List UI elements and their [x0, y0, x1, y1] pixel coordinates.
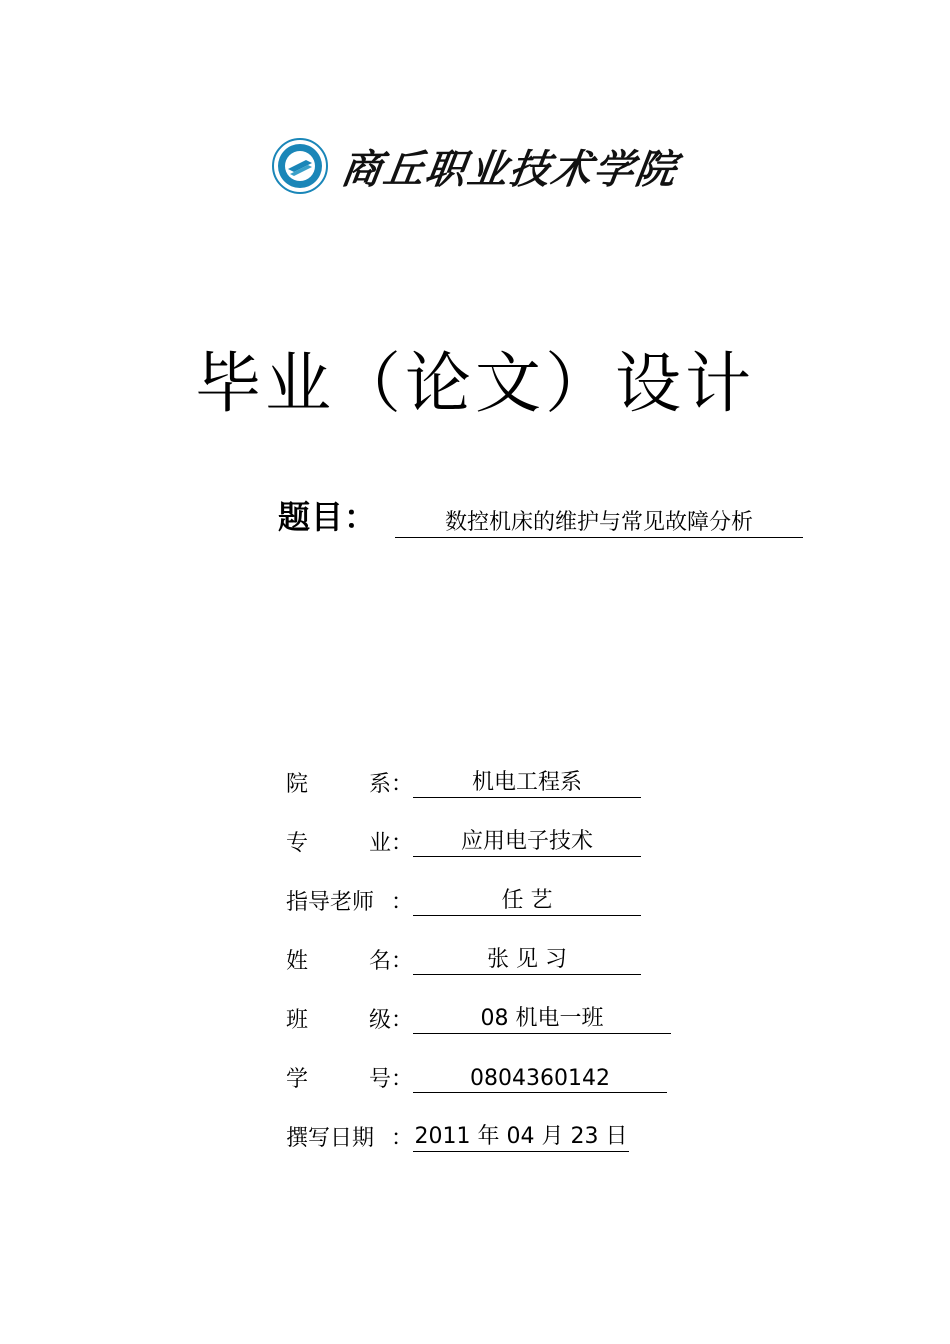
field-value: 张 见 习 [413, 942, 641, 975]
field-label [286, 1121, 413, 1152]
field-row-department [286, 768, 641, 798]
field-value: 机电工程系 [413, 765, 641, 798]
school-name: 商丘职业技术学院 [338, 145, 681, 193]
field-row-major [286, 827, 641, 857]
field-label [286, 885, 413, 916]
field-label-part: 姓 [286, 949, 309, 974]
field-value: 08 机电一班 [413, 1001, 671, 1034]
field-row-class [286, 1004, 671, 1034]
field-label-part: 院 [286, 772, 309, 797]
field-label-part: ： [390, 1126, 413, 1151]
school-emblem-icon [272, 138, 328, 194]
field-label-part: 名： [368, 949, 413, 974]
field-value: 2011 年 04 月 23 日 [413, 1119, 629, 1152]
field-label-part: 学 [286, 1067, 309, 1092]
field-value: 0804360142 [413, 1066, 667, 1093]
field-value: 任 艺 [413, 883, 641, 916]
field-row-advisor [286, 886, 641, 916]
field-label-part: 号： [368, 1067, 413, 1092]
field-row-date [286, 1122, 629, 1152]
field-row-name [286, 945, 641, 975]
field-label [286, 1003, 413, 1034]
field-label-part: 级： [368, 1008, 413, 1033]
field-label-part: 班 [286, 1008, 309, 1033]
field-value: 应用电子技术 [413, 824, 641, 857]
field-label-part: 系： [368, 772, 413, 797]
field-label-part: 撰写日期 [286, 1126, 375, 1151]
school-header [272, 136, 712, 196]
field-label [286, 826, 413, 857]
field-label [286, 767, 413, 798]
field-label [286, 944, 413, 975]
field-label [286, 1062, 413, 1093]
page-title: 毕业（论文）设计 [195, 345, 755, 422]
field-label-part: 专 [286, 831, 309, 856]
field-row-student-id [286, 1063, 667, 1093]
topic-label: 题目： [278, 498, 378, 536]
field-label-part: 指导老师 [286, 890, 375, 915]
field-label-part: ： [390, 890, 413, 915]
field-label-part: 业： [368, 831, 413, 856]
topic-value: 数控机床的维护与常见故障分析 [395, 505, 803, 538]
topic-row [278, 498, 803, 538]
